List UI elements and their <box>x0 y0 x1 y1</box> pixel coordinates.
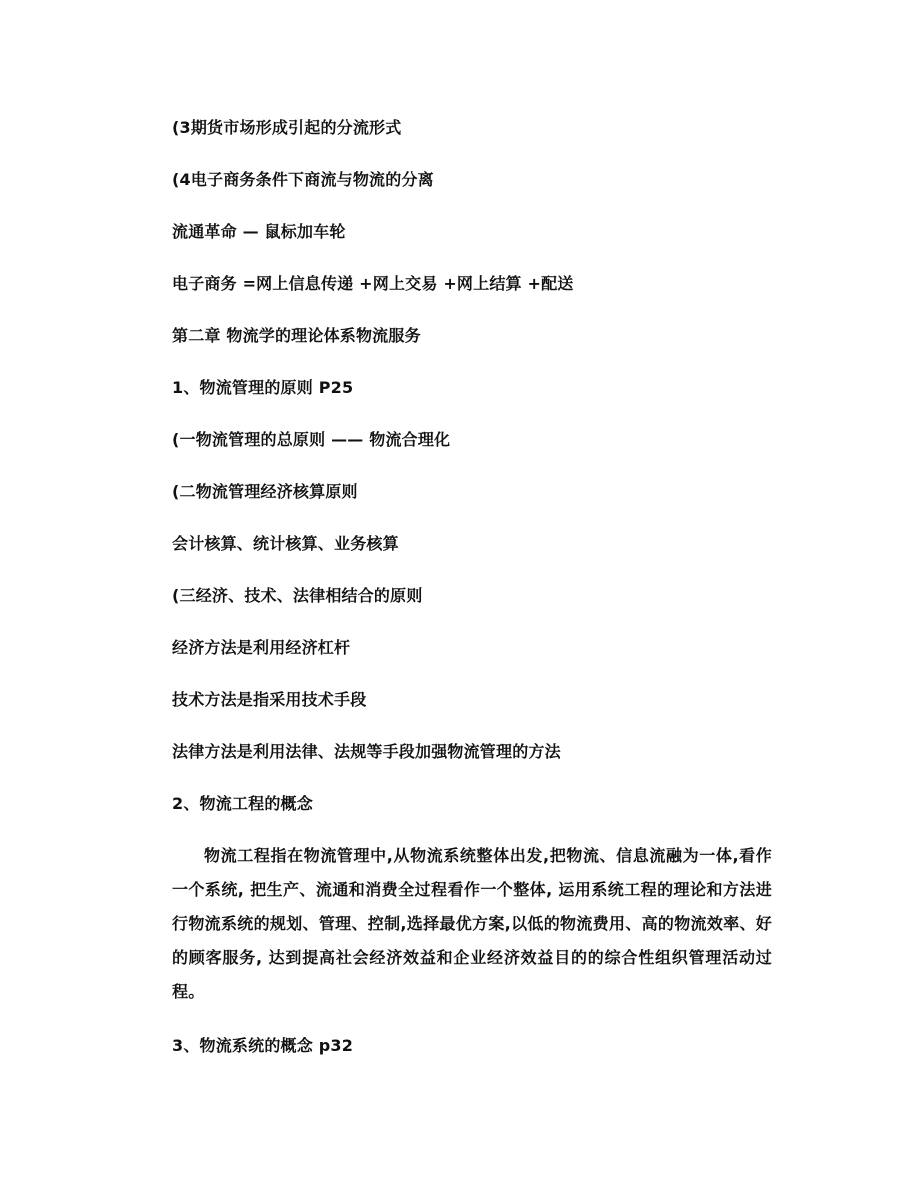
text-line-general-principle: (一物流管理的总原则 —— 物流合理化 <box>172 430 451 449</box>
text-line-accounting-principle: (二物流管理经济核算原则 <box>172 482 358 501</box>
text-line-ecommerce-formula: 电子商务 =网上信息传递 +网上交易 +网上结算 +配送 <box>172 274 574 293</box>
text-line-technical-method: 技术方法是指采用技术手段 <box>172 690 367 709</box>
chapter-heading: 第二章 物流学的理论体系物流服务 <box>172 326 421 345</box>
text-line-legal-method: 法律方法是利用法律、法规等手段加强物流管理的方法 <box>172 742 561 761</box>
text-line-ecommerce-separation: (4电子商务条件下商流与物流的分离 <box>172 170 434 189</box>
text-line-economic-method: 经济方法是利用经济杠杆 <box>172 638 351 657</box>
paragraph-logistics-engineering: 物流工程指在物流管理中,从物流系统整体出发,把物流、信息流融为一体,看作一个系统, 把生产、流通和消费全过程看作一个整体, 运用系统工程的理论和方法进行物流系统的规划、管理、控制,选择最优方案,以低的物流费用、高的物流效率、好的顾客服务, 达到提高社会经济效益和企业经济效益目的的综合性组织管理活动过程。 <box>172 846 772 1001</box>
text-line-circulation-revolution: 流通革命 — 鼠标加车轮 <box>172 222 346 241</box>
text-line-accounting-types: 会计核算、统计核算、业务核算 <box>172 534 399 553</box>
section-heading-logistics-principles: 1、物流管理的原则 P25 <box>172 378 354 397</box>
section-heading-logistics-engineering: 2、物流工程的概念 <box>172 794 313 813</box>
section-heading-logistics-system: 3、物流系统的概念 p32 <box>172 1036 354 1055</box>
text-line-combined-principle: (三经济、技术、法律相结合的原则 <box>172 586 423 605</box>
text-line-futures-market: (3期货市场形成引起的分流形式 <box>172 118 402 137</box>
